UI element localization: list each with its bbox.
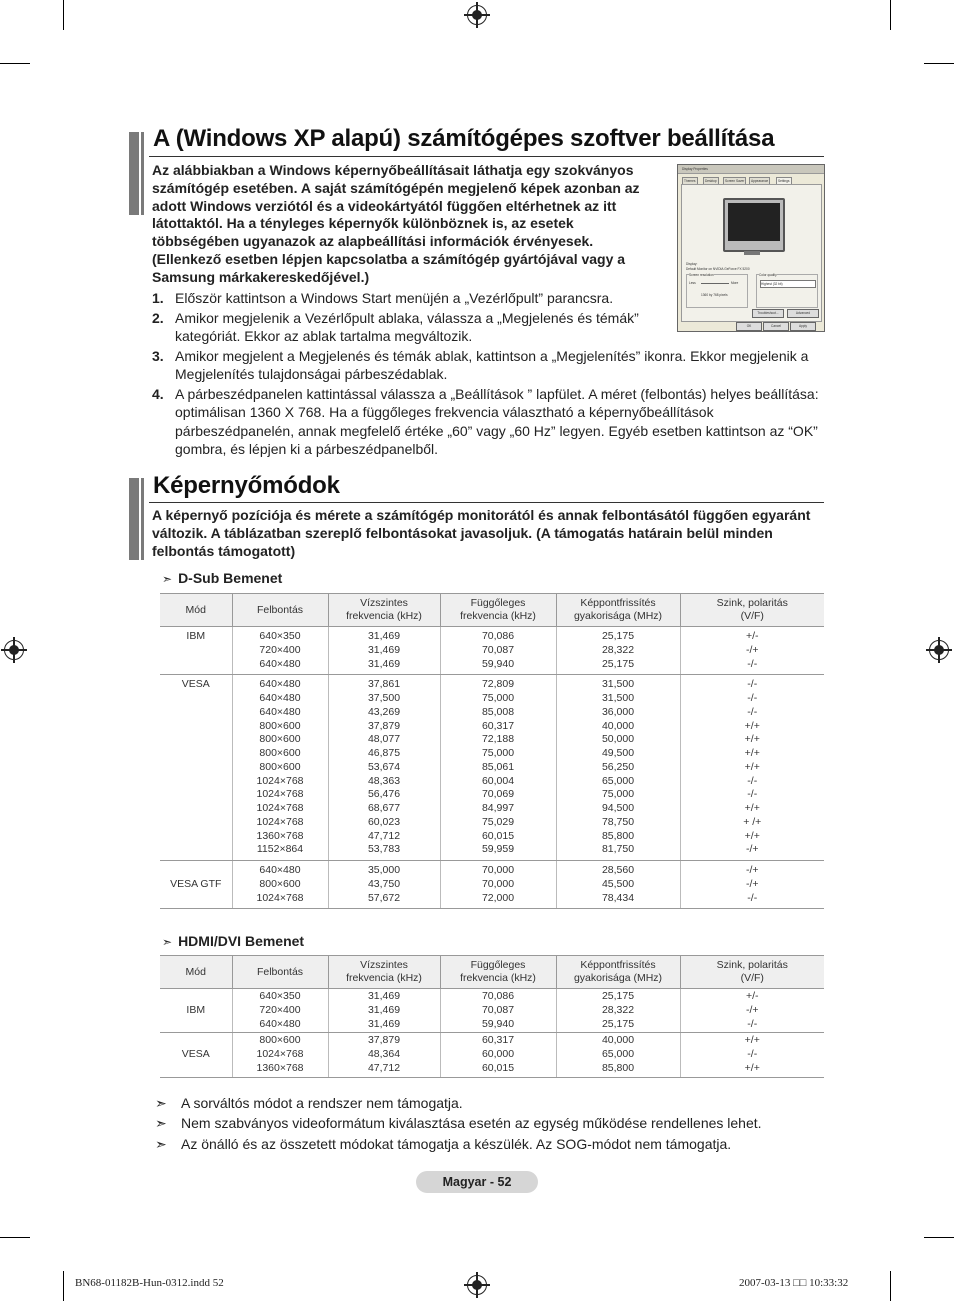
step-number: 1. [152, 290, 164, 306]
troubleshoot-button: Troubleshoot... [752, 309, 784, 318]
section-bar [141, 132, 144, 215]
note-text: Nem szabványos videoformátum kiválasztása esetén az egység működése rendellenes lehet. [181, 1115, 762, 1131]
crop-mark [890, 0, 891, 30]
cell-v-freq: 70,000 70,000 72,000 [440, 861, 556, 909]
cell-v-freq: 72,809 75,000 85,008 60,317 72,188 75,000 85,061 60,004 70,069 84,997 75,029 60,015 59,959 [440, 675, 556, 861]
cell-h-freq: 37,879 48,364 47,712 [328, 1033, 440, 1077]
cell-polarity: +/- -/+ -/- [680, 627, 824, 675]
title-rule [149, 502, 824, 503]
less-label: Less [689, 281, 696, 285]
header-h-freq: Vízszintes frekvencia (kHz) [328, 956, 440, 989]
hdmi-label: HDMI/DVI Bemenet [178, 933, 305, 949]
cancel-button: Cancel [763, 322, 789, 331]
registration-mark-icon [929, 640, 949, 660]
crop-mark [924, 63, 954, 64]
header-polarity: Szink, polaritás (V/F) [680, 956, 824, 989]
header-h-freq: Vízszintes frekvencia (kHz) [328, 594, 440, 627]
registration-mark-icon [4, 640, 24, 660]
section-title: Képernyőmódok [153, 472, 340, 499]
step-number: 3. [152, 348, 164, 364]
monitor-icon [723, 198, 785, 252]
registration-mark-icon [467, 1275, 487, 1295]
resolution-label: Screen resolution [689, 273, 714, 277]
cell-polarity: -/+ -/+ -/- [680, 861, 824, 909]
display-value: Default Monitor on NVIDIA GeForce FX 5200 [686, 267, 750, 271]
advanced-button: Advanced [787, 309, 819, 318]
crop-mark [890, 1271, 891, 1301]
step-text: Először kattintson a Windows Start menüjén a „Vezérlőpult” parancsra. [175, 290, 614, 306]
cell-pixel-clock: 28,560 45,500 78,434 [556, 861, 680, 909]
display-label: Display: [686, 262, 698, 266]
cell-resolution: 800×600 1024×768 1360×768 [232, 1033, 328, 1077]
cell-mode: VESA GTF [160, 861, 232, 909]
header-mode: Mód [160, 594, 232, 627]
hdmi-table [160, 955, 824, 1078]
table-row [160, 861, 824, 909]
crop-mark [0, 63, 30, 64]
arrow-icon: ➣ [162, 935, 173, 949]
section-bar [141, 478, 144, 560]
tab-themes: Themes [682, 177, 698, 186]
note-item [155, 1114, 825, 1132]
file-slug: BN68-01182B-Hun-0312.indd 52 [75, 1277, 224, 1289]
section-bar [129, 478, 139, 560]
table-header-row [160, 594, 824, 627]
cell-polarity: +/- -/+ -/- [680, 989, 824, 1033]
tab-desktop: Desktop [703, 177, 719, 186]
step-number: 4. [152, 386, 164, 402]
section-intro: A képernyő pozíciója és mérete a számítógép monitorától és annak felbontásától függően egyaránt változik. A táblázatban szereplő felbontásokat javasoljuk. (A támogatás határain belül minden felbontás támogatott) [152, 507, 811, 559]
cell-h-freq: 31,469 31,469 31,469 [328, 989, 440, 1033]
step-item [152, 289, 652, 307]
arrow-icon: ➣ [155, 1095, 167, 1111]
note-text: Az önálló és az összetett módokat támogatja a készülék. Az SOG-módot nem támogatja. [181, 1136, 732, 1152]
cell-pixel-clock: 25,175 28,322 25,175 [556, 989, 680, 1033]
section-intro: Az alábbiakban a Windows képernyőbeállításait láthatja egy szokványos számítógép esetében. A saját számítógépén megjelenő képek azonban az adott Windows verziótól és a videokártyától függően eltérhetnek az itt látottaktól. Ha a tényleges képernyők különböznek is, az esetek többségében ugyanazok az alapbeállítási információk érvényesek. (Ellenkező esetben lépjen kapcsolatba a számítógép gyártójával vagy a Samsung márkakereskedőjével.) [152, 162, 640, 285]
tab-screen-saver: Screen Saver [723, 177, 746, 186]
cell-h-freq: 35,000 43,750 57,672 [328, 861, 440, 909]
header-resolution: Felbontás [232, 594, 328, 627]
color-select: Highest (32 bit) [760, 280, 816, 288]
registration-mark-icon [467, 5, 487, 25]
settings-panel [681, 184, 822, 322]
page-number: Magyar - 52 [416, 1171, 538, 1193]
table-row [160, 627, 824, 675]
cell-pixel-clock: 31,500 31,500 36,000 40,000 50,000 49,500 56,250 65,000 75,000 94,500 78,750 85,800 81,750 [556, 675, 680, 861]
crop-mark [63, 0, 64, 30]
cell-resolution: 640×350 720×400 640×480 [232, 627, 328, 675]
cell-pixel-clock: 25,175 28,322 25,175 [556, 627, 680, 675]
resolution-value: 1360 by 768 pixels [701, 293, 728, 297]
cell-h-freq: 31,469 31,469 31,469 [328, 627, 440, 675]
step-item [152, 309, 652, 346]
header-v-freq: Függőleges frekvencia (kHz) [440, 594, 556, 627]
date-slug: 2007-03-13 □□ 10:33:32 [739, 1277, 849, 1289]
crop-mark [924, 1237, 954, 1238]
arrow-icon: ➣ [155, 1115, 167, 1131]
table-row [160, 1033, 824, 1077]
cell-v-freq: 70,086 70,087 59,940 [440, 627, 556, 675]
color-label: Color quality [759, 273, 777, 277]
step-text: A párbeszédpanelen kattintással válassza a „Beállítások ” lapfület. A méret (felbontás) helyes beállítása: optimálisan 1360 X 768. Ha a függőleges frekvencia választható a képernyőbeállítások párbeszédpanelén, annak megfelelő értéke „60” vagy „60 Hz” legyen. Egyéb esetben kattintson az “OK” gombra, és lépjen ki a párbeszédpanelből. [175, 386, 819, 457]
table-row [160, 989, 824, 1033]
dsub-label: D-Sub Bemenet [178, 570, 283, 586]
header-polarity: Szink, polaritás (V/F) [680, 594, 824, 627]
cell-polarity: -/- -/- -/- +/+ +/+ +/+ +/+ -/- -/- +/+ + /+ +/+ -/+ [680, 675, 824, 861]
ok-button: OK [736, 322, 762, 331]
cell-v-freq: 70,086 70,087 59,940 [440, 989, 556, 1033]
crop-mark [63, 1271, 64, 1301]
dialog-title: Display Properties [678, 165, 824, 174]
cell-pixel-clock: 40,000 65,000 85,800 [556, 1033, 680, 1077]
display-properties-screenshot [677, 164, 825, 332]
title-rule [149, 156, 824, 157]
step-number: 2. [152, 310, 164, 326]
dsub-heading [162, 570, 282, 586]
header-mode: Mód [160, 956, 232, 989]
step-item [152, 385, 824, 458]
more-label: More [731, 281, 739, 285]
resolution-slider [701, 283, 729, 284]
cell-resolution: 640×480 640×480 640×480 800×600 800×600 800×600 800×600 1024×768 1024×768 1024×768 1024×768 1360×768 1152×864 [232, 675, 328, 861]
step-text: Amikor megjelenik a Vezérlőpult ablaka, válassza a „Megjelenés és témák” kategóriát. Ekkor az ablak tartalma megváltozik. [175, 310, 639, 345]
cell-mode: IBM [160, 627, 232, 675]
apply-button: Apply [790, 322, 816, 331]
note-text: A sorváltós módot a rendszer nem támogatja. [181, 1095, 463, 1111]
color-group [756, 274, 818, 308]
cell-resolution: 640×350 720×400 640×480 [232, 989, 328, 1033]
dsub-table [160, 593, 824, 909]
step-text: Amikor megjelent a Megjelenés és témák ablak, kattintson a „Megjelenítés” ikonra. Ekkor megjelenik a Megjelenítés tulajdonságai párbeszédablak. [175, 348, 809, 383]
hdmi-heading [162, 933, 304, 949]
table-header-row [160, 956, 824, 989]
cell-v-freq: 60,317 60,000 60,015 [440, 1033, 556, 1077]
resolution-group [686, 274, 748, 308]
header-resolution: Felbontás [232, 956, 328, 989]
crop-mark [0, 1237, 30, 1238]
arrow-icon: ➣ [162, 572, 173, 586]
tab-settings: Settings [776, 177, 792, 186]
header-pixel-clock: Képpontfrissítés gyakorisága (MHz) [556, 594, 680, 627]
header-v-freq: Függőleges frekvencia (kHz) [440, 956, 556, 989]
header-pixel-clock: Képpontfrissítés gyakorisága (MHz) [556, 956, 680, 989]
note-item [155, 1094, 825, 1112]
arrow-icon: ➣ [155, 1136, 167, 1152]
step-item [152, 347, 824, 384]
tab-appearance: Appearance [749, 177, 770, 186]
cell-polarity: +/+ -/- +/+ [680, 1033, 824, 1077]
cell-resolution: 640×480 800×600 1024×768 [232, 861, 328, 909]
section-title: A (Windows XP alapú) számítógépes szoftver beállítása [153, 125, 775, 152]
table-row [160, 675, 824, 861]
cell-mode: VESA [160, 675, 232, 861]
cell-h-freq: 37,861 37,500 43,269 37,879 48,077 46,875 53,674 48,363 56,476 68,677 60,023 47,712 53,783 [328, 675, 440, 861]
section-bar [129, 132, 139, 215]
cell-mode: VESA [160, 1033, 232, 1077]
note-item [155, 1135, 825, 1153]
cell-mode: IBM [160, 989, 232, 1033]
